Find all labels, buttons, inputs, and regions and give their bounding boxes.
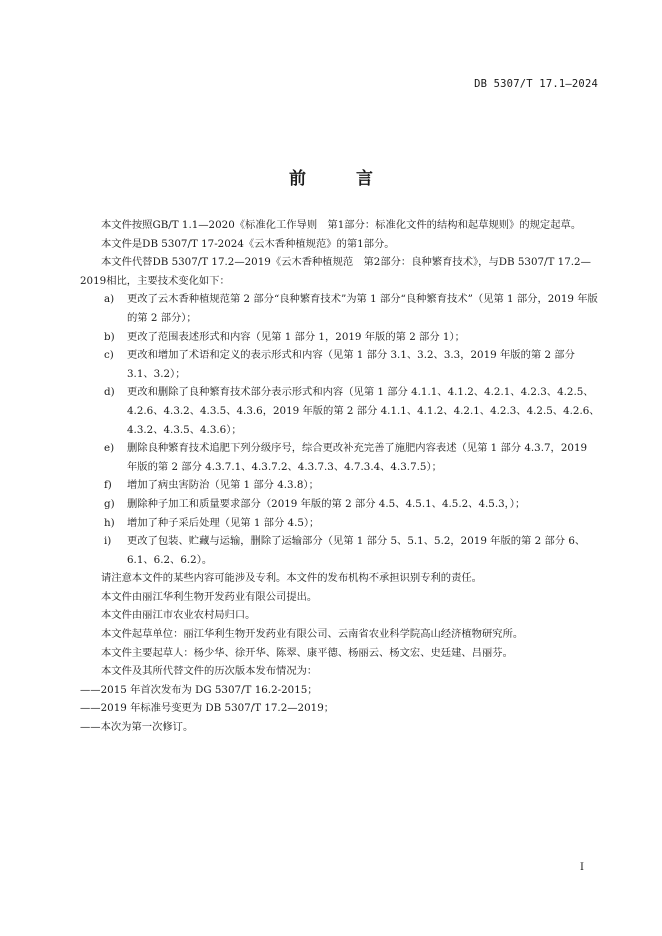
list-item-text: 增加了病虫害防治（见第 1 部分 4.3.8）；: [127, 479, 319, 492]
list-marker: h): [104, 516, 115, 529]
changes-list: [80, 290, 600, 569]
list-item: [80, 532, 600, 569]
paragraph: 本文件按照GB/T 1.1—2020《标准化工作导则 第1部分：标准化文件的结构和起草规则》的规定起草。: [101, 219, 582, 231]
page-number: I: [580, 862, 584, 873]
list-marker: d): [104, 386, 115, 399]
list-item-text: 更改了云木香种植规范第 2 部分“良种繁育技术”为第 1 部分“良种繁育技术”（见第 1 部分，2019 年版的第 2 部分）；: [127, 293, 598, 324]
list-item: [80, 290, 600, 327]
list-item-text: 更改了范围表述形式和内容（见第 1 部分 1，2019 年版的第 2 部分 1）；: [127, 330, 465, 343]
paragraph: 本文件主要起草人：杨少华、徐开华、陈翠、康平德、杨丽云、杨文宏、史廷建、吕丽芬。: [101, 646, 513, 659]
paragraph: 本文件起草单位：丽江华利生物开发药业有限公司、云南省农业科学院高山经济植物研究所。: [101, 628, 524, 641]
paragraph: 本文件由丽江华利生物开发药业有限公司提出。: [101, 590, 318, 603]
document-body: [80, 216, 600, 737]
list-item-text: 更改和增加了术语和定义的表示形式和内容（见第 1 部分 3.1、3.2、3.3，2019 年版的第 2 部分 3.1、3.2）；: [127, 349, 575, 380]
document-code: DB 5307/T 17.1—2024: [474, 78, 598, 90]
list-item: [80, 346, 600, 383]
history-item: ——2015 年首次发布为 DG 5307/T 16.2-2015；: [80, 683, 318, 696]
list-item-text: 增加了种子采后处理（见第 1 部分 4.5）；: [127, 516, 320, 529]
list-marker: i): [104, 535, 112, 548]
page-title: 前 言: [289, 169, 395, 189]
list-item-text: 更改了包装、贮藏与运输，删除了运输部分（见第 1 部分 5、5.1、5.2，2019 年版的第 2 部分 6、6.1、6.2、6.2）。: [127, 535, 586, 566]
paragraph: 本文件是DB 5307/T 17-2024《云木香种植规范》的第1部分。: [101, 237, 395, 250]
history-item: ——2019 年标准号变更为 DB 5307/T 17.2—2019；: [80, 702, 335, 715]
list-item-text: 删除种子加工和质量要求部分（2019 年版的第 2 部分 4.5、4.5.1、4.5.2、4.5.3，）；: [127, 497, 526, 510]
paragraph: 请注意本文件的某些内容可能涉及专利。本文件的发布机构不承担识别专利的责任。: [101, 572, 482, 585]
paragraph: 本文件及其所代替文件的历次版本发布情况为：: [101, 665, 318, 678]
list-marker: e): [104, 442, 115, 455]
list-item: [80, 439, 600, 476]
list-marker: c): [104, 349, 114, 362]
list-item: [80, 495, 600, 514]
list-marker: a): [104, 293, 115, 306]
list-item: [80, 383, 600, 439]
paragraph: 本文件由丽江市农业农村局归口。: [101, 609, 256, 622]
list-item: [80, 328, 600, 347]
list-marker: f): [104, 479, 112, 492]
list-item: [80, 476, 600, 495]
list-item: [80, 514, 600, 533]
list-marker: b): [104, 330, 115, 343]
list-item-text: 删除良种繁育技术追肥下列分级序号，综合更改补充完善了施肥内容表述（见第 1 部分 4.3.7，2019 年版的第 2 部分 4.3.7.1、4.3.7.2、4.3.7.3、4.7.3.4、4.3.7.5）；: [127, 442, 588, 473]
history-list: [80, 681, 600, 737]
paragraph: 本文件代替DB 5307/T 17.2—2019《云木香种植规范 第2部分：良种繁育技术》，与DB 5307/T 17.2—2019相比，主要技术变化如下：: [80, 256, 591, 287]
list-item-text: 更改和删除了良种繁育技术部分表示形式和内容（见第 1 部分 4.1.1、4.1.2、4.2.1、4.2.3、4.2.5、4.2.6、4.3.2、4.3.5、4.3.6，2019 年版的第 2 部分 4.1.1、4.1.2、4.2.1、4.2.3、4.2.5、4.2.6、4.3.2、4.3.5、4.3.6）；: [127, 386, 600, 436]
list-marker: g): [104, 497, 115, 510]
history-item: ——本次为第一次修订。: [80, 721, 194, 734]
